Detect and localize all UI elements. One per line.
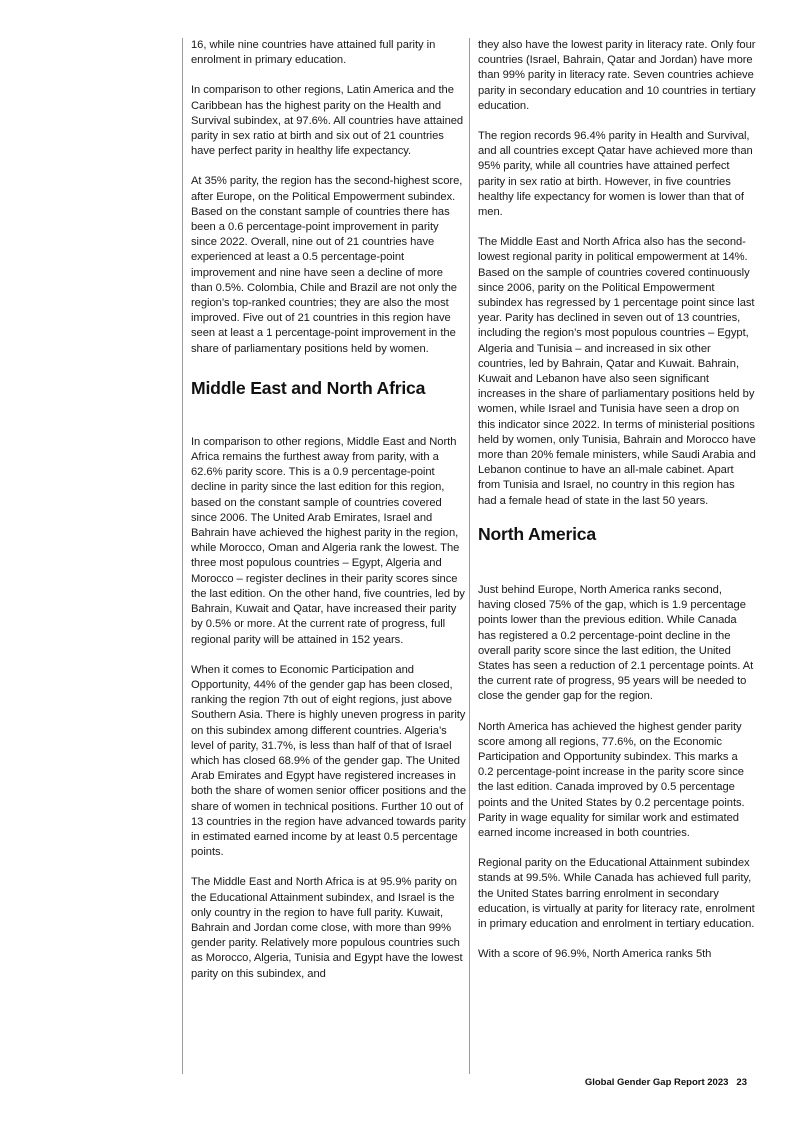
section-heading-mena: Middle East and North Africa (191, 377, 426, 398)
paragraph-mena-literacy: they also have the lowest parity in literacy rate. Only four countries (Israel, Bahrain, Qatar and Jordan) have more than 99% parity in literacy rate. Seven countries achieve parity in secondary education and 10 countries in tertiary education. (478, 39, 756, 112)
section-heading-north-america: North America (478, 523, 596, 544)
report-title: Global Gender Gap Report 2023 (584, 1077, 729, 1088)
paragraph-na-health: With a score of 96.9%, North America ranks 5th (478, 948, 712, 961)
paragraph-mena-education: The Middle East and North Africa is at 95.9% parity on the Educational Attainment subindex, and Israel is the only country in the region to have full parity. Kuwait, Bahrain and Jordan come close, with more than 99% gender parity. Relatively more populous countries such as Morocco, Algeria, Tunisia and Egypt have the lowest parity on this subindex, and (191, 876, 463, 980)
paragraph-latam-education: 16, while nine countries have attained full parity in enrolment in primary education. (191, 39, 436, 67)
paragraph-latam-political: At 35% parity, the region has the second-highest score, after Europe, on the Political Empowerment subindex. Based on the constant sample of countries there has been a 0.6 percentage-point improvement in parity since 2022. Overall, nine out of 21 countries have experienced at least a 0.5 percentage-point improvement and nine have seen a decline of more than 0.5%. Colombia, Chile and Brazil are not only the region’s top-ranked countries; they are also the most improved. Five out of 21 countries in this region have seen at least a 1 percentage-point improvement in the share of parliamentary positions held by women. (191, 175, 463, 355)
paragraph-latam-health: In comparison to other regions, Latin America and the Caribbean has the highest parity on the Health and Survival subindex, at 97.6%. All countries have attained parity in sex ratio at birth and six out of 21 countries have perfect parity in healthy life expectancy. (191, 84, 464, 158)
paragraph-mena-health: The region records 96.4% parity in Health and Survival, and all countries except Qatar have achieved more than 95% parity, while all countries have attained perfect parity in sex ratio at birth. However, in five countries healthy life expectancy for women is lower than that of men. (478, 130, 753, 219)
paragraph-na-overview: Just behind Europe, North America ranks second, having closed 75% of the gap, which is 1.9 percentage points lower than the previous edition. While Canada has registered a 0.2 percentage-point decline in the overall parity score since the last edition, the United States has seen a reduction of 2.1 percentage points. At the current rate of progress, 95 years will be needed to close the gender gap for the region. (478, 583, 754, 703)
paragraph-mena-overview: In comparison to other regions, Middle East and North Africa remains the furthest away from parity, with a 62.6% parity score. This is a 0.9 percentage-point decline in parity since the last edition for this region, based on the constant sample of countries covered since 2006. The United Arab Emirates, Israel and Bahrain have achieved the highest parity in the region, while Morocco, Oman and Algeria rank the lowest. The three most populous countries – Egypt, Algeria and Morocco – register declines in their parity scores since the last edition. On the other hand, five countries, led by Bahrain, Kuwait and Qatar, have increased their parity by 0.5% or more. At the current rate of progress, full regional parity will be attained in 152 years. (191, 435, 465, 646)
paragraph-mena-economic: When it comes to Economic Participation and Opportunity, 44% of the gender gap has been closed, ranking the region 7th out of eight regions, just above Southern Asia. There is highly uneven progress in parity on this subindex among different countries. Algeria’s level of parity, 31.7%, is less than half of that of Israel which has closed 68.9% of the gender gap. The United Arab Emirates and Egypt have registered increases in both the share of women senior officer positions and the share of women in technical positions. Further 10 out of 13 countries in the region have advanced towards parity in estimated earned income by at least 0.5 percentage points. (191, 663, 466, 859)
paragraph-na-economic: North America has achieved the highest gender parity score among all regions, 77.6%, on the Economic Participation and Opportunity subindex. This marks a 0.2 percentage-point increase in the parity score since the last edition. Canada improved by 0.5 percentage points and the United States by 0.2 percentage points. Parity in wage equality for similar work and estimated earned income increased in both countries. (478, 720, 745, 839)
paragraph-mena-political: The Middle East and North Africa also has the second-lowest regional parity in political empowerment at 14%. Based on the sample of countries covered continuously since 2006, parity on the Political Empowerment subindex has regressed by 1 percentage point since last year. Parity has declined in seven out of 13 countries, including the region’s most populous countries – Egypt, Algeria and Tunisia – and increased in six other countries, led by Bahrain, Qatar and Kuwait. Bahrain, Kuwait and Lebanon have also seen significant increases in the share of parliamentary positions held by women, while Israel and Tunisia have seen a drop on this indicator since 2022. In terms of ministerial positions held by women, only Tunisia, Bahrain and Morocco have more than 20% female ministers, while Saudi Arabia and Lebanon continue to have an all-male cabinet. Apart from Tunisia and Israel, no country in this region has had a female head of state in the last 50 years. (478, 236, 756, 507)
left-column (182, 38, 467, 1074)
right-column (469, 38, 756, 1074)
page-number: 23 (736, 1077, 747, 1088)
page-footer (585, 1077, 747, 1088)
paragraph-na-education: Regional parity on the Educational Attainment subindex stands at 99.5%. While Canada has achieved full parity, the United States barring enrolment in secondary education, is virtually at parity for literacy rate, enrolment in primary education and enrolment in tertiary education. (478, 857, 755, 930)
